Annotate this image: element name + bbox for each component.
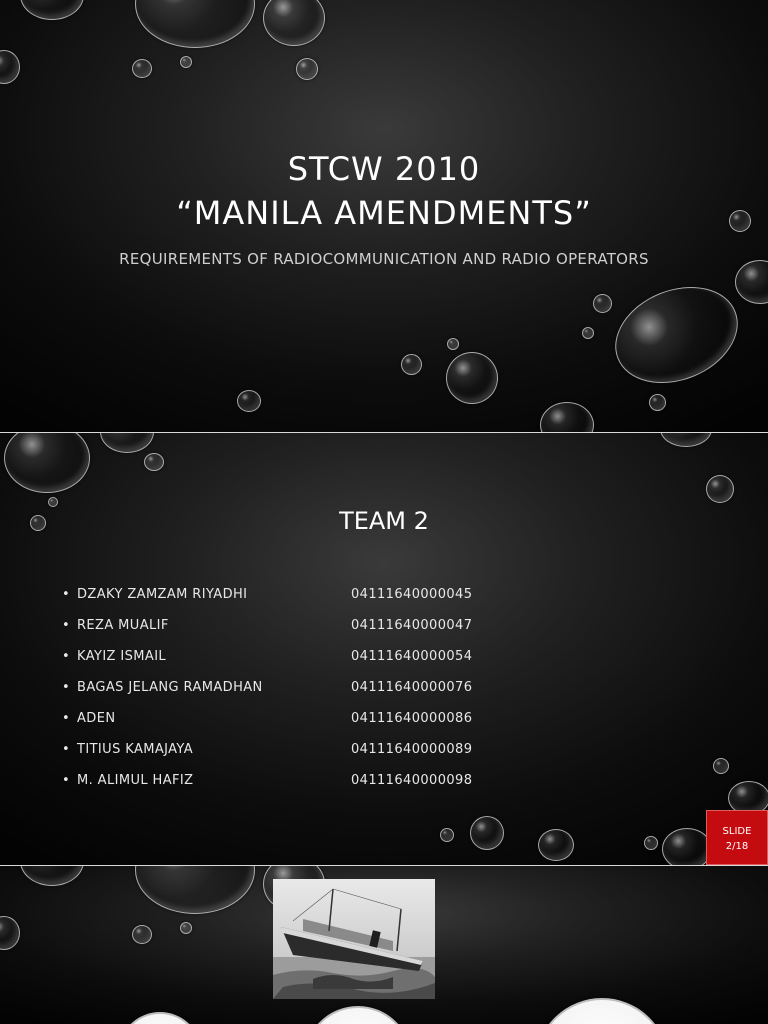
shipwreck-photo [273, 879, 435, 999]
bubble-decoration [582, 327, 594, 339]
bubble-decoration [0, 916, 20, 950]
bubble-decoration [540, 402, 594, 432]
bullet-icon: • [62, 618, 71, 633]
presentation-subtitle: REQUIREMENTS OF RADIOCOMMUNICATION AND RADIO OPERATORS [119, 250, 649, 268]
bubble-decoration [706, 475, 734, 503]
bubble-decoration [237, 390, 261, 412]
bubble-decoration [660, 433, 712, 447]
bubble-decoration [601, 269, 752, 400]
bullet-icon: • [62, 649, 71, 664]
bubble-decoration [446, 352, 498, 404]
slide-2-team[interactable] [0, 433, 768, 865]
list-item [62, 711, 522, 742]
slide-counter-badge [706, 810, 768, 865]
bubble-decoration [100, 433, 154, 453]
bubble-decoration [440, 828, 454, 842]
bullet-icon: • [62, 711, 71, 726]
bubble-decoration [135, 0, 255, 48]
member-id: 04111640000076 [351, 680, 473, 695]
bullet-icon: • [62, 680, 71, 695]
slide-1-title[interactable] [0, 0, 768, 432]
bubble-decoration [4, 433, 90, 493]
bubble-decoration [48, 497, 58, 507]
member-list [62, 587, 522, 804]
bubble-decoration [135, 866, 255, 914]
white-circle-decoration [118, 1012, 202, 1024]
bubble-decoration [263, 0, 325, 46]
member-name: M. ALIMUL HAFIZ [77, 773, 194, 788]
bubble-decoration [180, 922, 192, 934]
slide-counter-label: SLIDE [722, 826, 752, 837]
bullet-icon: • [62, 587, 71, 602]
bubble-decoration [132, 925, 152, 944]
bubble-decoration [20, 866, 84, 886]
member-id: 04111640000047 [351, 618, 473, 633]
member-name: BAGAS JELANG RAMADHAN [77, 680, 263, 695]
member-id: 04111640000098 [351, 773, 473, 788]
member-name: DZAKY ZAMZAM RIYADHI [77, 587, 248, 602]
member-id: 04111640000045 [351, 587, 473, 602]
bubble-decoration [296, 58, 318, 80]
bubble-decoration [447, 338, 459, 350]
bubble-decoration [470, 816, 504, 850]
bubble-decoration [538, 829, 574, 861]
bubble-decoration [144, 453, 164, 471]
white-circle-decoration [304, 1006, 412, 1024]
list-item [62, 773, 522, 804]
presentation-title-line-1: STCW 2010 [287, 150, 481, 188]
bubble-decoration [20, 0, 84, 20]
list-item [62, 587, 522, 618]
member-name: ADEN [77, 711, 116, 726]
bubble-decoration [649, 394, 666, 411]
bullet-icon: • [62, 742, 71, 757]
bubble-decoration [713, 758, 729, 774]
member-id: 04111640000054 [351, 649, 473, 664]
white-circle-decoration [535, 998, 669, 1024]
bubble-decoration [132, 59, 152, 78]
member-name: KAYIZ ISMAIL [77, 649, 167, 664]
bubble-decoration [593, 294, 612, 313]
list-item [62, 680, 522, 711]
list-item [62, 742, 522, 773]
bubble-decoration [180, 56, 192, 68]
list-item [62, 618, 522, 649]
bubble-decoration [644, 836, 658, 850]
bubble-decoration [662, 828, 712, 865]
bubble-decoration [401, 354, 422, 375]
team-title: TEAM 2 [339, 507, 429, 535]
bubble-decoration [0, 50, 20, 84]
member-id: 04111640000089 [351, 742, 473, 757]
slide-counter-value: 2/18 [725, 841, 749, 852]
presentation-title-line-2: “MANILA AMENDMENTS” [176, 194, 592, 232]
slide-3-preview[interactable] [0, 866, 768, 1024]
bullet-icon: • [62, 773, 71, 788]
list-item [62, 649, 522, 680]
member-name: TITIUS KAMAJAYA [77, 742, 194, 757]
member-name: REZA MUALIF [77, 618, 169, 633]
member-id: 04111640000086 [351, 711, 473, 726]
